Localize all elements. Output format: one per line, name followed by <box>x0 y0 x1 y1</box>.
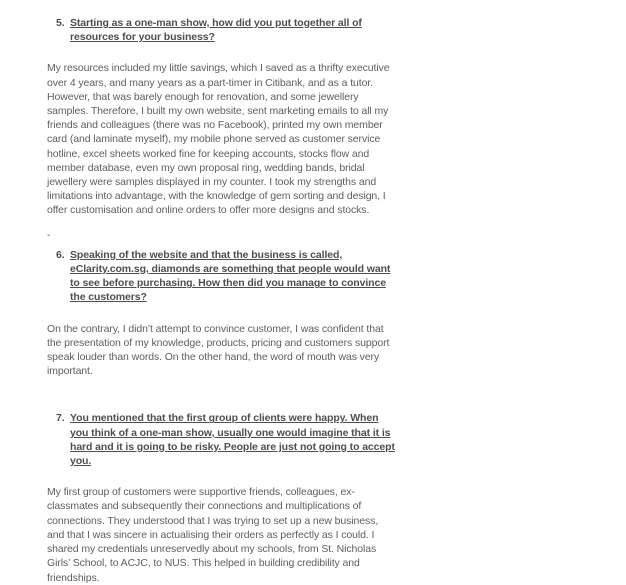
answer-paragraph: My resources included my little savings, which I saved as a thrifty executive over 4 years, and many years as a part-timer in Citibank, and as a tutor. However, that was barely enough for renovation, and some jewellery samples. Therefore, I built my own website, sent marketing emails to all my friends and colleagues (there was no Facebook), printed my own member card (and laminate myself), my mobile phone served as customer service hotline, excel sheets worked fine for keeping accounts, stocks flow and member database, even my own proposal ring, wedding bands, bridal jewellery were samples displayed in my counter. I took my strengths and limitations into advantage, with the knowledge of gem sorting and design, I offer customisation and online orders to offer more designs and stocks. <box>47 62 390 217</box>
answer-paragraph: On the contrary, I didn’t attempt to convince customer, I was confident that the presentation of my knowledge, products, pricing and customers support speak louder than words. On the other hand, the word of mouth was very important. <box>47 322 390 378</box>
question-number: 7. <box>56 412 65 425</box>
question-number: 6. <box>56 248 65 261</box>
question-row <box>56 411 399 468</box>
question-number: 5. <box>56 17 65 29</box>
question-row <box>56 248 399 305</box>
qa-item-5 <box>47 16 400 242</box>
question-text: You mentioned that the first group of clients were happy. When you think of a one-man show, usually one would imagine that it is hard and it is going to be risky. People are just not going to accept you. <box>70 412 395 468</box>
question-text: Starting as a one-man show, how did you put together all of resources for your business? <box>70 17 362 44</box>
stray-dash-paragraph: - <box>47 228 51 241</box>
qa-item-6 <box>47 248 400 379</box>
answer-paragraph: My first group of customers were supportive friends, colleagues, ex-classmates and subsequently their connections and multiplications of connections. They understood that I was trying to set up a new business, and that I was sincere in actualising their orders as perfectly as I could. I shared my credentials unreservedly about my schools, from St. Nicholas Girls’ School, to ACJC, to NUS. This helped in building credibility and friendships. <box>47 486 379 584</box>
qa-item-7 <box>47 411 400 584</box>
question-text: Speaking of the website and that the business is called, eClarity.com.sg, diamonds are something that people would want to see before purchasing. How then did you manage to convince the customers? <box>70 248 391 304</box>
question-row <box>56 16 399 44</box>
